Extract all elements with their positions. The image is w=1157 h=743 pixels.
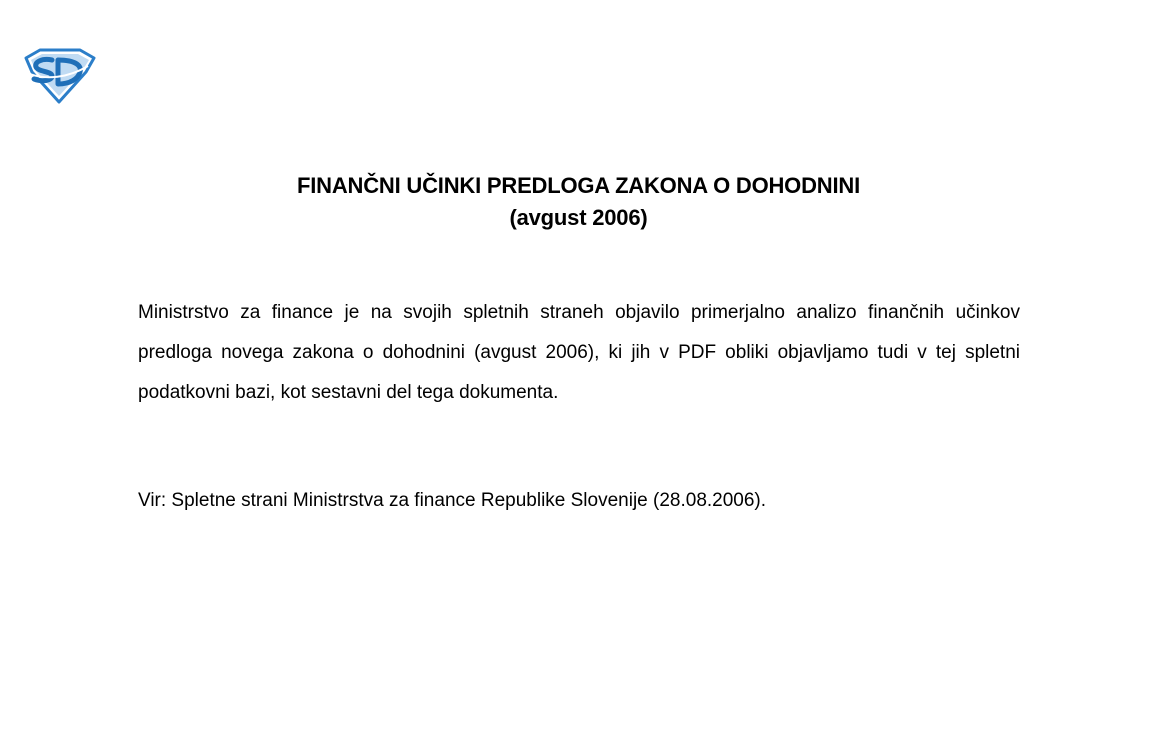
title-line-date: (avgust 2006): [509, 205, 648, 230]
document-title: [0, 170, 1157, 234]
sd-logo-icon: [22, 48, 96, 104]
title-line-main: FINANČNI UČINKI PREDLOGA ZAKONA O DOHODNINI: [297, 173, 860, 198]
body-paragraph: Ministrstvo za finance je na svojih spletnih straneh objavilo primerjalno analizo finančnih učinkov predloga novega zakona o dohodnini (avgust 2006), ki jih v PDF obliki objavljamo tudi v tej spletni podatkovni bazi, kot sestavni del tega dokumenta.: [138, 302, 1020, 403]
source-paragraph: Vir: Spletne strani Ministrstva za finance Republike Slovenije (28.08.2006).: [138, 490, 767, 511]
